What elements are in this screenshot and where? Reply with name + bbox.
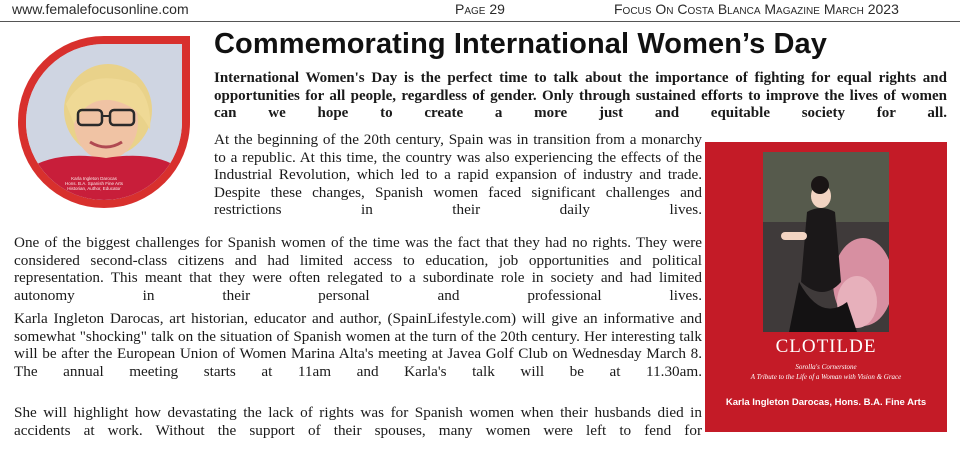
- caption-line: Hons. B.A. Spanish Fine Arts: [64, 181, 124, 186]
- book-author: Karla Ingleton Darocas, Hons. B.A. Fine Arts: [725, 397, 927, 408]
- magazine-issue: Focus On Costa Blanca Magazine March 2023: [614, 1, 899, 17]
- book-subtitle: Sorolla's Cornerstone: [795, 363, 857, 371]
- page-number: Page 29: [455, 1, 505, 17]
- header-rule: [0, 21, 960, 22]
- article-paragraph: Karla Ingleton Darocas, art historian, educator and author, (SpainLifestyle.com) will give an informative and somewhat "shocking" talk on the situation of Spanish women at the turn of the 20th century. Her interesting talk will be after the European Union of Women Marina Alta's meeting at Javea Golf Club on Wednesday March 8. The annual meeting starts at 11am and Karla's talk will be at 11.30am.: [14, 310, 702, 380]
- photo-caption: [38, 176, 150, 191]
- book-title: CLOTILDE: [775, 336, 877, 357]
- website-url[interactable]: www.femalefocusonline.com: [12, 1, 189, 17]
- caption-line: Karla Ingleton Darocas: [71, 176, 117, 181]
- article-paragraph: At the beginning of the 20th century, Spain was in transition from a monarchy to a republic. At this time, the country was also experiencing the effects of the Industrial Revolution, which led to a rapid expansion of industry and trade. Despite these changes, Spanish women faced significant challenges and restrictions in their daily lives.: [214, 131, 702, 219]
- article-paragraph: She will highlight how devastating the lack of rights was for Spanish women when their husbands died in accidents at work. Without the support of their spouses, many women were left to fend for: [14, 404, 702, 439]
- article-intro: International Women's Day is the perfect time to talk about the importance of fighting for equal rights and opportunities for all people, regardless of gender. Only through sustained efforts to improve the lives of women can we hope to create a more just and equitable society for all.: [214, 70, 947, 121]
- article-title: Commemorating International Women’s Day: [214, 28, 827, 60]
- page-header: [0, 0, 960, 22]
- book-cover: [705, 142, 947, 432]
- article-paragraph: One of the biggest challenges for Spanish women of the time was the fact that they had no rights. They were considered second-class citizens and had limited access to education, job opportunities and political representation. This meant that they were often relegated to a subordinate role in society and had limited autonomy in their personal and professional lives.: [14, 234, 702, 304]
- caption-line: Historian, Author, Educator: [67, 186, 121, 191]
- book-tagline: A Tribute to the Life of a Woman with Vision & Grace: [750, 373, 902, 381]
- book-cover-painting: [763, 152, 889, 332]
